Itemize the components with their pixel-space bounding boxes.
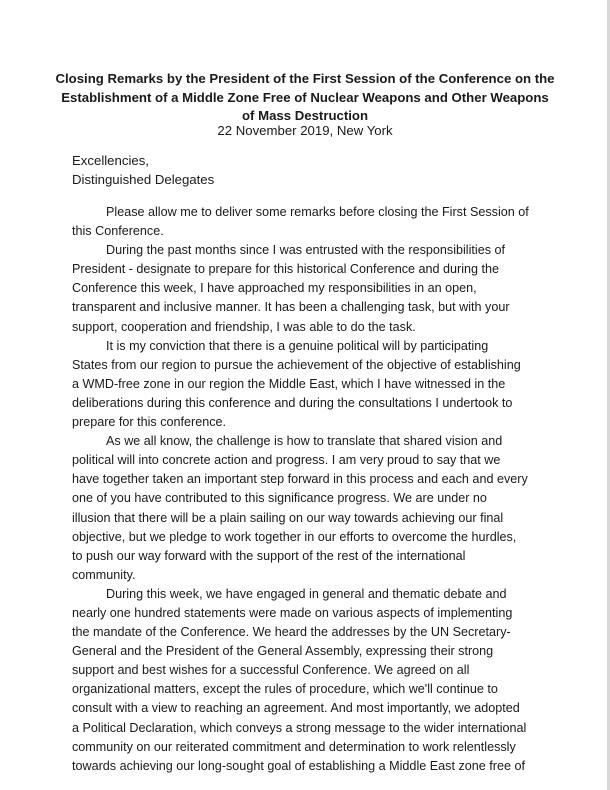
paragraph-line: the mandate of the Conference. We heard the addresses by the UN Secretary- <box>72 625 511 640</box>
paragraph-line: deliberations during this conference and during the consultations I undertook to <box>72 395 513 410</box>
paragraph-line: illusion that there will be a plain sailing on our way towards achieving our final <box>72 510 504 525</box>
document-title <box>40 70 570 126</box>
paragraph-line: political will into concrete action and progress. I am very proud to say that we <box>72 453 501 468</box>
paragraph-line: During the past months since I was entrusted with the responsibilities of <box>106 243 506 258</box>
paragraph-line: support, cooperation and friendship, I was able to do the task. <box>72 319 416 334</box>
title-line: Closing Remarks by the President of the First Session of the Conference on the <box>55 71 555 86</box>
paragraph-line: It is my conviction that there is a genuine political will by participating <box>106 338 489 353</box>
paragraph <box>72 432 552 585</box>
paragraph-line: Conference this week, I have approached my responsibilities in an open, <box>72 281 477 296</box>
paragraph <box>72 241 552 336</box>
paragraph-line: During this week, we have engaged in general and thematic debate and <box>106 586 507 601</box>
paragraph-line: a Political Declaration, which conveys a strong message to the wider international <box>72 720 527 735</box>
paragraph-line: General and the President of the General Assembly, expressing their strong <box>72 644 494 659</box>
paragraph-line: Please allow me to deliver some remarks before closing the First Session of <box>106 205 529 219</box>
paragraph-line: to push our way forward with the support of the rest of the international <box>72 548 466 563</box>
title-line: Establishment of a Middle Zone Free of Nuclear Weapons and Other Weapons <box>61 89 549 105</box>
paragraph-line: have together taken an important step forward in this process and each and every <box>72 472 528 487</box>
salutation-line: Excellencies, <box>72 153 149 168</box>
paragraph-line: towards achieving our long-sought goal of establishing a Middle East zone free of <box>72 758 525 773</box>
title-line: of Mass Destruction <box>241 108 369 123</box>
paragraph-line: organizational matters, except the rules of procedure, which we'll continue to <box>72 682 498 697</box>
paragraph-line: As we all know, the challenge is how to translate that shared vision and <box>106 434 503 449</box>
paragraph <box>72 337 552 432</box>
body-text <box>72 203 552 776</box>
paragraph-line: community. <box>72 567 136 582</box>
paragraph <box>72 585 552 776</box>
paragraph-line: prepare for this conference. <box>72 415 227 430</box>
date-line: 22 November 2019, New York <box>217 123 393 138</box>
paragraph-line: President - designate to prepare for this historical Conference and during the <box>72 262 500 277</box>
salutation <box>72 151 214 189</box>
paragraph-line: nearly one hundred statements were made on various aspects of implementing <box>72 605 513 620</box>
paragraph-line: one of you have contributed to this significance progress. We are under no <box>72 491 487 506</box>
paragraph-line: community on our reiterated commitment and determination to work relentlessly <box>72 739 516 754</box>
paragraph-line: States from our region to pursue the achievement of the objective of establishing <box>72 357 521 372</box>
paragraph-line: consult with a view to reaching an agreement. And most importantly, we adopted <box>72 701 520 716</box>
paragraph-line: this Conference. <box>72 224 164 239</box>
paragraph-line: transparent and inclusive manner. It has been a challenging task, but with your <box>72 300 510 315</box>
paragraph-line: a WMD-free zone in our region the Middle East, which I have witnessed in the <box>72 376 506 391</box>
paragraph-line: support and best wishes for a successful Conference. We agreed on all <box>72 663 470 678</box>
paragraph-line: objective, but we pledge to work together in our efforts to overcome the hurdles, <box>72 529 517 544</box>
paragraph <box>72 203 552 241</box>
salutation-line: Distinguished Delegates <box>72 172 215 187</box>
